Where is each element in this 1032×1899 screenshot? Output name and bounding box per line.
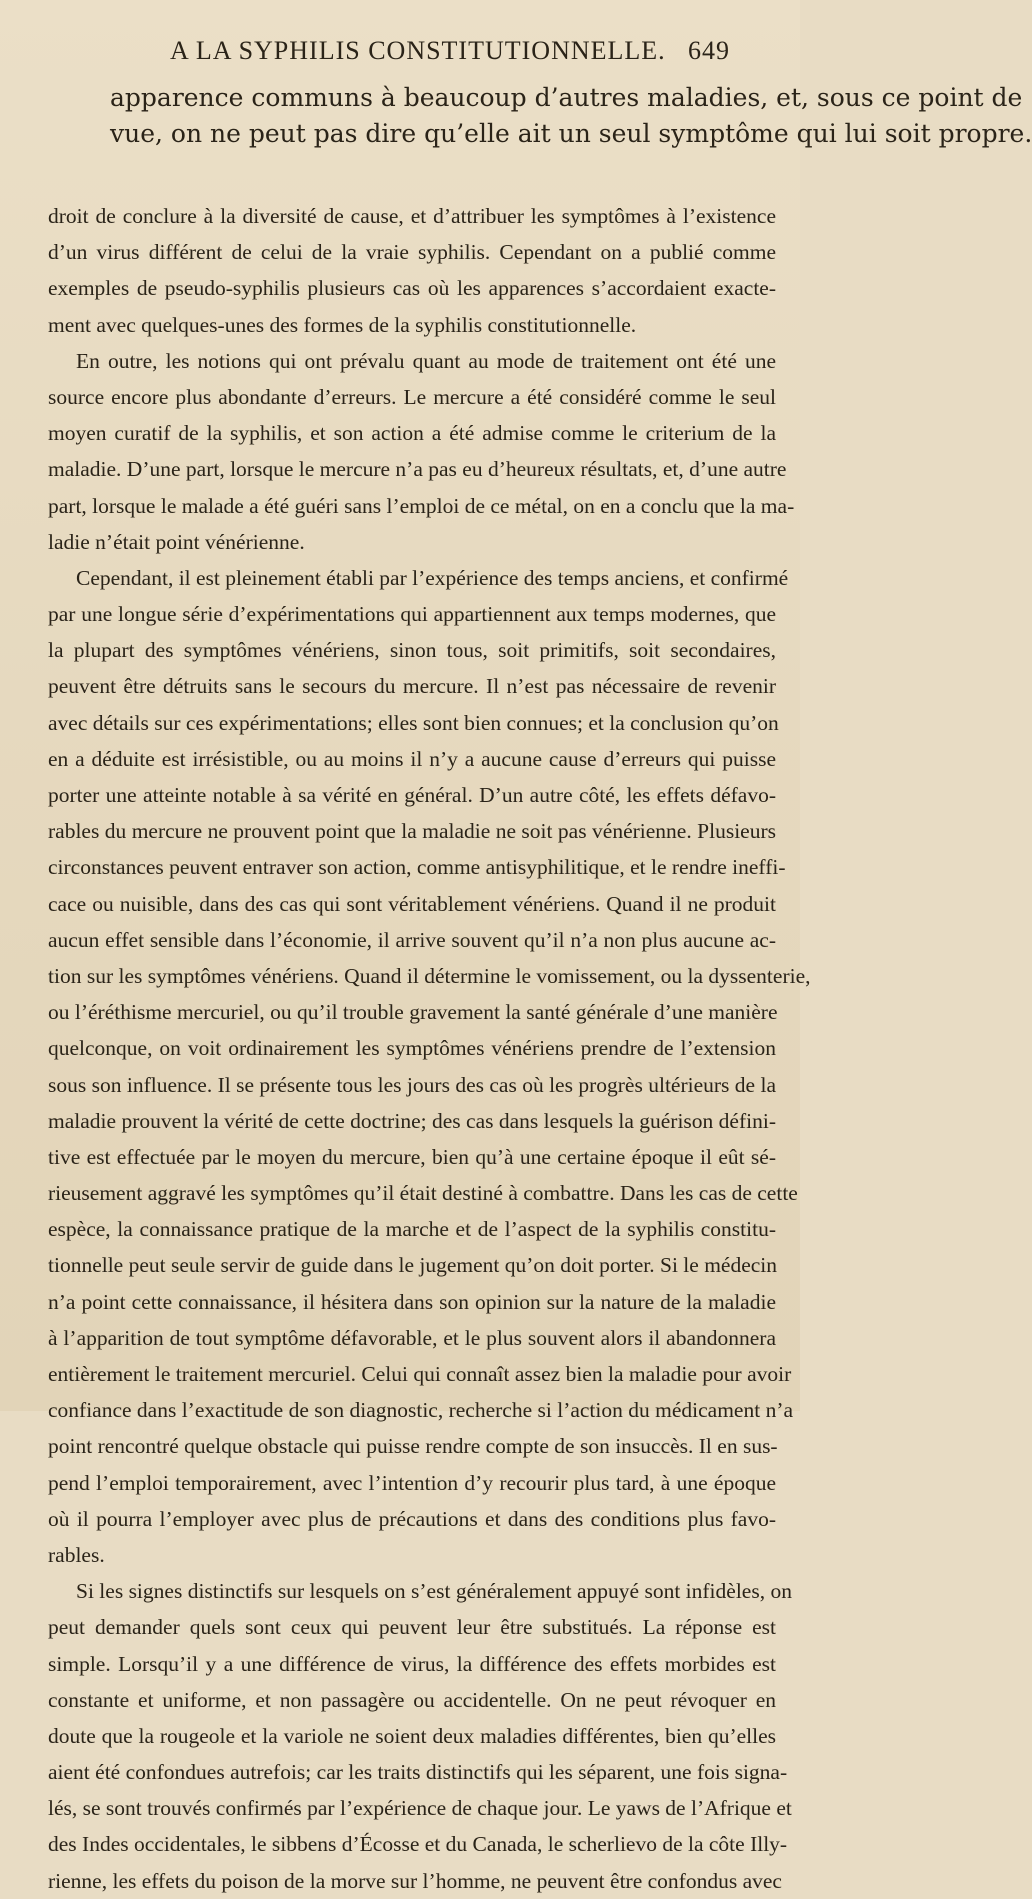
text-line: rables. [48,1542,105,1567]
text-line: En outre, les notions qui ont prévalu quant au mode de traitement ont été une [76,348,776,373]
text-line: ou l’éréthisme mercuriel, ou qu’il trouble gravement la santé générale d’une manière [48,1000,778,1025]
text-line: peut demander quels sont ceux qui peuvent leur être substitués. La réponse est [48,1615,776,1640]
text-line: vue, on ne peut pas dire qu’elle ait un seul symptôme qui lui soit propre. [110,119,1032,148]
running-title: A LA SYPHILIS CONSTITUTIONNELLE. [170,36,666,65]
text-line: n’a point cette connaissance, il hésitera dans son opinion sur la nature de la maladie [48,1289,776,1314]
text-line: où il pourra l’employer avec plus de précautions et dans des conditions plus favo- [48,1506,776,1531]
text-line: d’un virus différent de celui de la vraie syphilis. Cependant on a publié comme [48,240,776,265]
text-line: Si les signes distinctifs sur lesquels on s’est généralement appuyé sont infidèles, on [76,1579,792,1604]
text-line: rienne, les effets du poison de la morve sur l’homme, ne peuvent être confondus avec [48,1868,782,1893]
text-line: des Indes occidentales, le sibbens d’Écosse et du Canada, le scherlievo de la côte Illy- [48,1832,788,1857]
page-number: 649 [688,36,730,65]
text-line: par une longue série d’expérimentations qui appartiennent aux temps modernes, que [48,602,776,627]
text-line: tion sur les symptômes vénériens. Quand il détermine le vomissement, ou la dyssenterie, [48,963,811,988]
text-line: avec détails sur ces expérimentations; elles sont bien connues; et la conclusion qu’on [48,710,779,735]
text-line: lés, se sont trouvés confirmés par l’expérience de chaque jour. Le yaws de l’Afrique et [48,1796,792,1821]
text-line: la plupart des symptômes vénériens, sinon tous, soit primitifs, soit secondaires, [48,638,776,663]
text-line: à l’apparition de tout symptôme défavorable, et le plus souvent alors il abandonnera [48,1325,776,1350]
text-line: cace ou nuisible, dans des cas qui sont véritablement vénériens. Quand il ne produit [48,891,776,916]
text-line: tionnelle peut seule servir de guide dans le jugement qu’on doit porter. Si le médecin [48,1253,778,1278]
text-line: maladie prouvent la vérité de cette doctrine; des cas dans lesquels la guérison défini- [48,1108,776,1133]
preceding-paragraph-fragment [110,80,1032,152]
text-line: porter une atteinte notable à sa vérité en général. D’un autre côté, les effets défavo- [48,783,776,807]
text-line: part, lorsque le malade a été guéri sans l’emploi de ce métal, on en a conclu que la ma- [48,493,795,518]
text-line: espèce, la connaissance pratique de la marche et de l’aspect de la syphilis constitu- [48,1217,776,1242]
text-line: simple. Lorsqu’il y a une différence de virus, la différence des effets morbides est [48,1651,776,1676]
text-line: entièrement le traitement mercuriel. Celui qui connaît assez bien la maladie pour avoir [48,1362,792,1386]
running-header [170,36,730,70]
text-line: quelconque, on voit ordinairement les symptômes vénériens prendre de l’extension [48,1036,776,1061]
text-line: moyen curatif de la syphilis, et son action a été admise comme le criterium de la [48,421,776,446]
text-line: droit de conclure à la diversité de cause, et d’attribuer les symptômes à l’existence [48,204,776,228]
text-line: exemples de pseudo-syphilis plusieurs cas où les apparences s’accordaient exacte- [48,276,776,301]
text-line: confiance dans l’exactitude de son diagnostic, recherche si l’action du médicament n’a [48,1398,794,1423]
text-line: peuvent être détruits sans le secours du mercure. Il n’est pas nécessaire de revenir [48,674,776,699]
text-line: en a déduite est irrésistible, ou au moins il n’y a aucune cause d’erreurs qui puisse [48,746,776,771]
text-line: ladie n’était point vénérienne. [48,529,305,554]
text-line: maladie. D’une part, lorsque le mercure n’a pas eu d’heureux résultats, et, d’une autre [48,457,787,482]
main-text-block [48,198,811,1899]
text-line: aient été confondues autrefois; car les traits distinctifs qui les séparent, une fois signa- [48,1760,788,1785]
text-line: Cependant, il est pleinement établi par l’expérience des temps anciens, et confirmé [76,565,789,590]
text-line: tive est effectuée par le moyen du mercure, bien qu’à une certaine époque il eût sé- [48,1144,776,1169]
text-line: pend l’emploi temporairement, avec l’intention d’y recourir plus tard, à une époque [48,1470,776,1495]
text-line: rieusement aggravé les symptômes qu’il était destiné à combattre. Dans les cas de cette [48,1181,798,1206]
text-line: constante et uniforme, et non passagère ou accidentelle. On ne peut révoquer en [48,1687,776,1712]
text-line: doute que la rougeole et la variole ne soient deux maladies différentes, bien qu’elles [48,1723,776,1748]
text-line: ment avec quelques-unes des formes de la syphilis constitutionnelle. [48,312,637,337]
text-line: point rencontré quelque obstacle qui puisse rendre compte de son insuccès. Il en sus- [48,1434,778,1459]
text-line: sous son influence. Il se présente tous les jours des cas où les progrès ultérieurs de la [48,1072,776,1097]
text-line: circonstances peuvent entraver son action, comme antisyphilitique, et le rendre ineffi- [48,855,786,880]
text-line: apparence communs à beaucoup d’autres maladies, et, sous ce point de [110,83,1023,112]
text-line: aucun effet sensible dans l’économie, il arrive souvent qu’il n’a non plus aucune ac- [48,927,776,952]
text-line: source encore plus abondante d’erreurs. Le mercure a été considéré comme le seul [48,384,776,409]
text-line: rables du mercure ne prouvent point que la maladie ne soit pas vénérienne. Plusieurs [48,819,776,844]
